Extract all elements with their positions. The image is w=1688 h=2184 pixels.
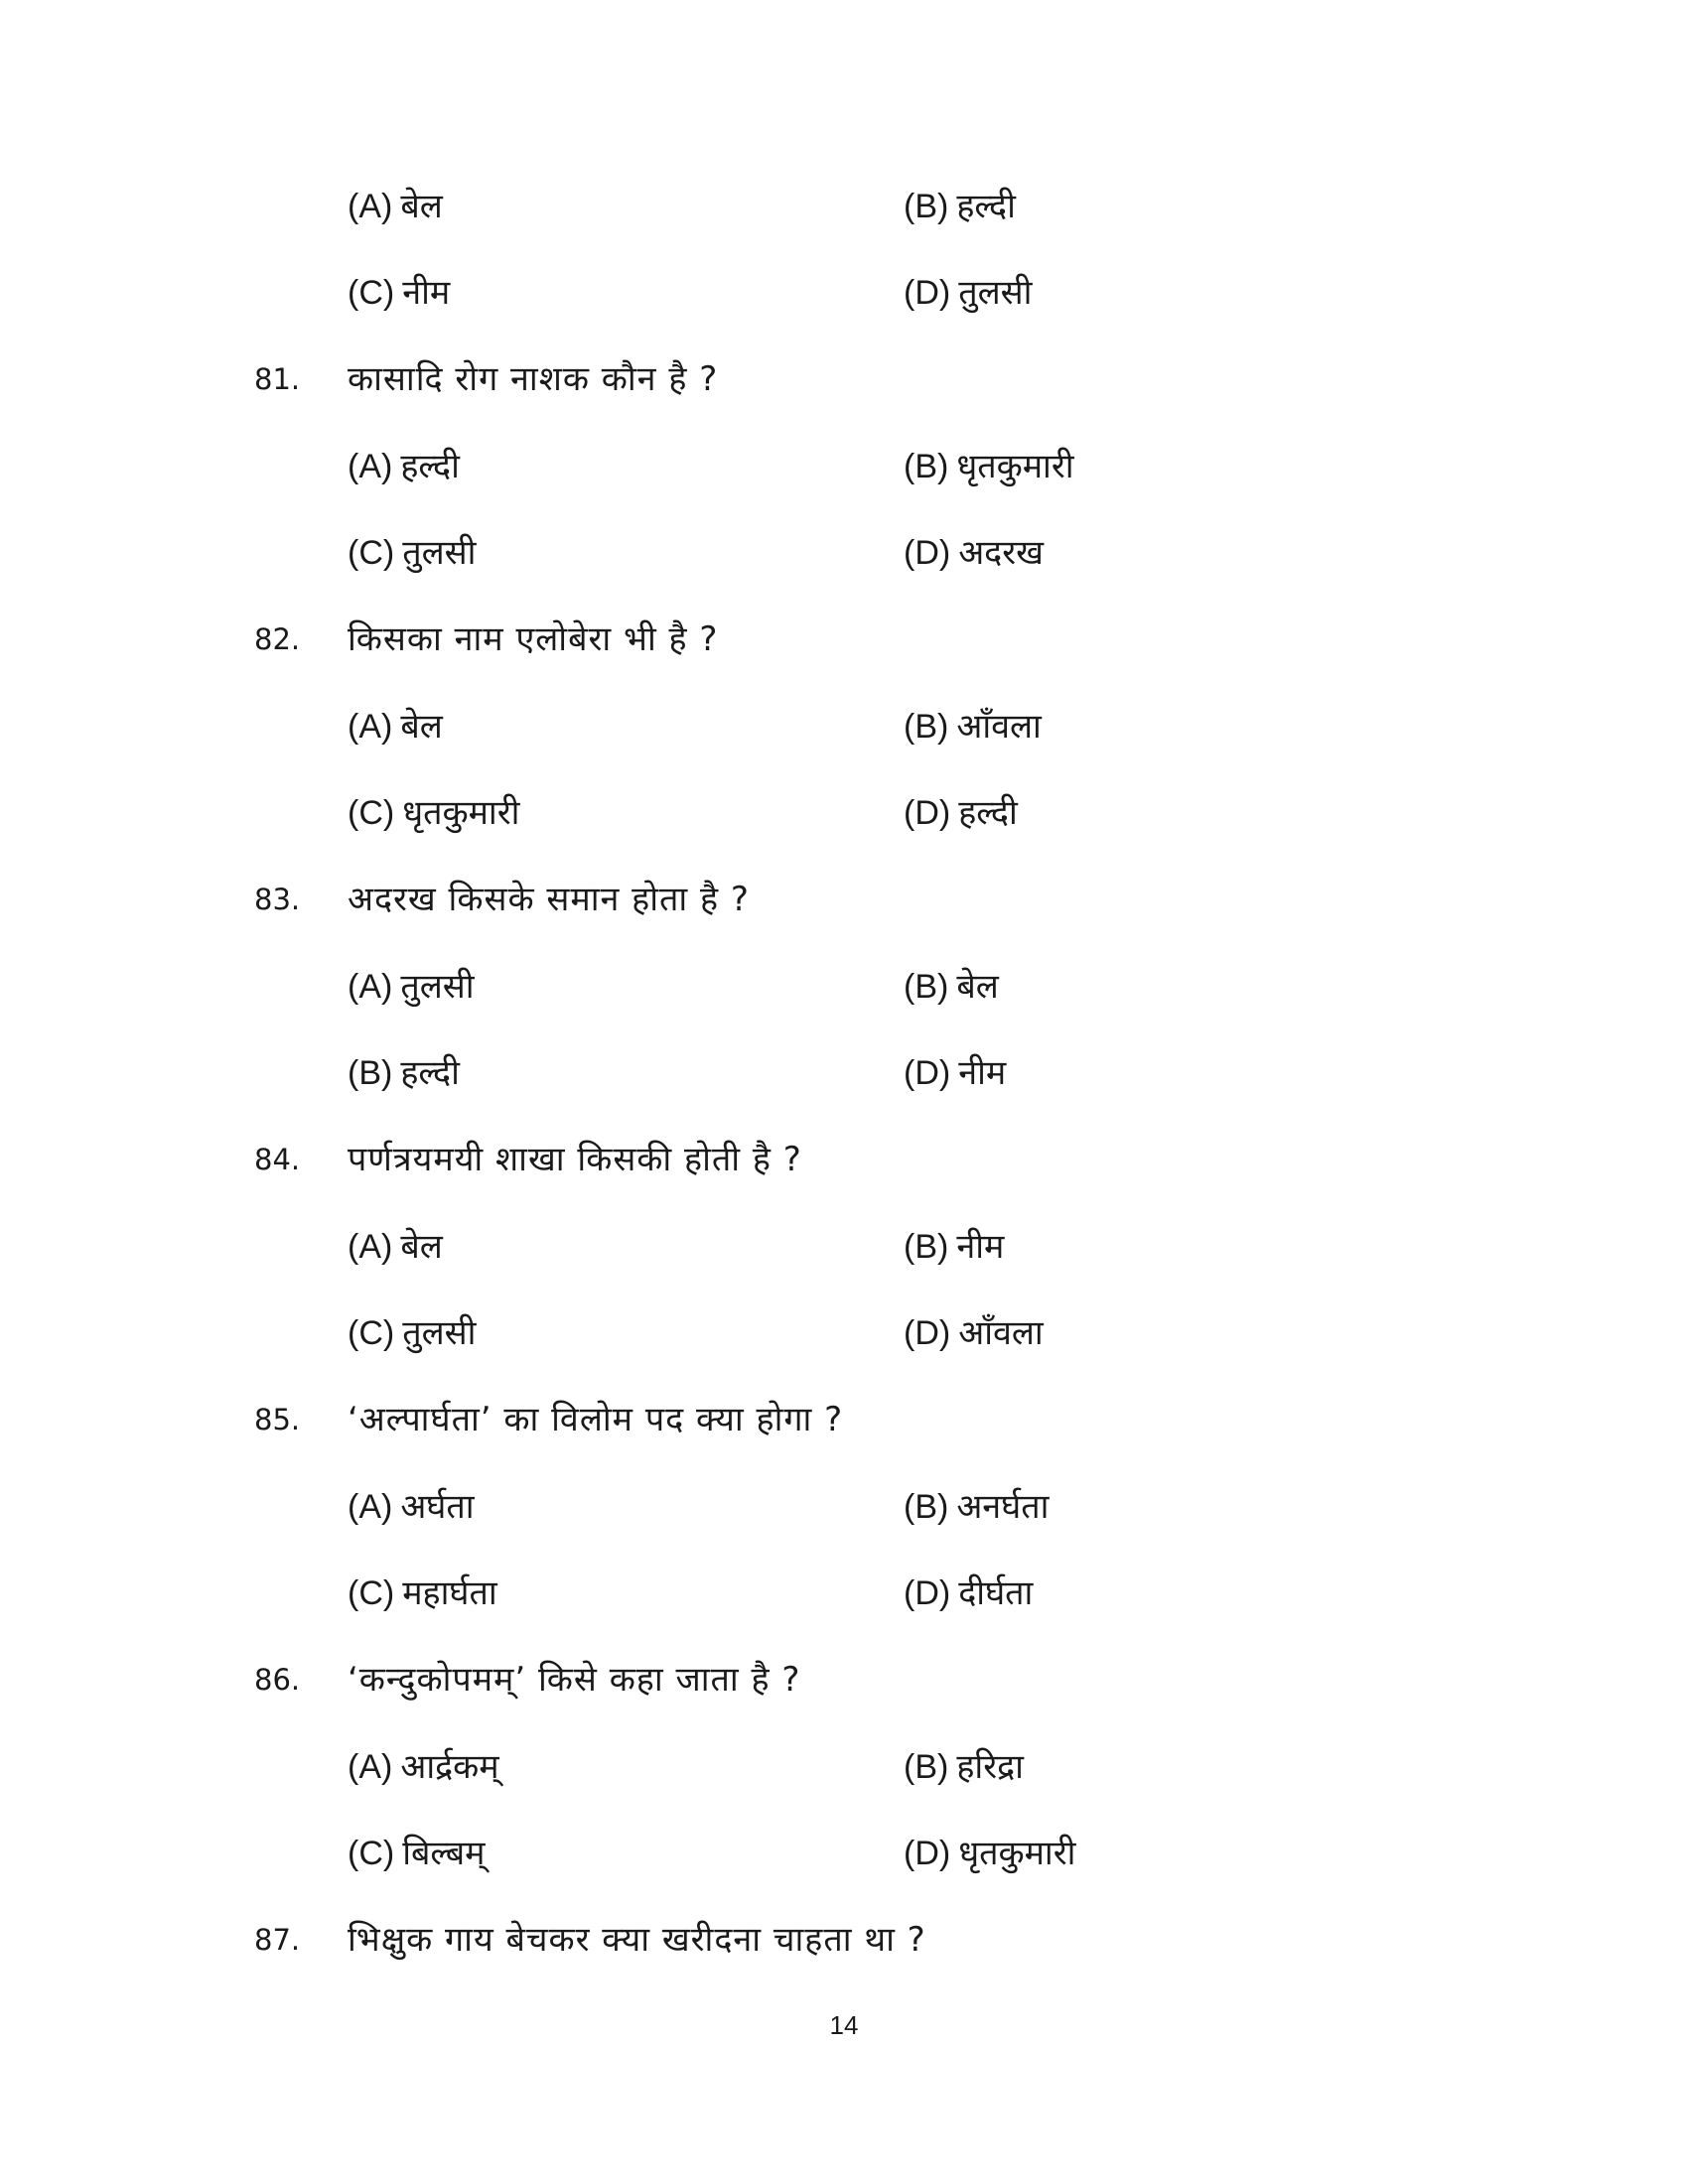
option-text: महार्घता bbox=[402, 1573, 497, 1613]
option-text: अनर्घता bbox=[956, 1487, 1050, 1527]
option-text: नीम bbox=[956, 1227, 1005, 1267]
question-number: 87. bbox=[254, 1923, 301, 1957]
option-letter: (B) bbox=[904, 968, 949, 1006]
option-item bbox=[348, 1472, 475, 1542]
option-letter: (D) bbox=[904, 274, 951, 312]
option-item bbox=[904, 1038, 1006, 1108]
option-row bbox=[0, 692, 1688, 761]
option-text: तुलसी bbox=[402, 1313, 477, 1353]
option-item bbox=[348, 1038, 460, 1108]
option-item bbox=[904, 952, 999, 1022]
question-text: पर्णत्रयमयी शाखा किसकी होती है ? bbox=[348, 1140, 802, 1179]
option-item bbox=[348, 692, 443, 761]
option-item bbox=[348, 1819, 486, 1888]
option-letter: (D) bbox=[904, 1835, 951, 1872]
option-row bbox=[0, 172, 1688, 241]
question-text: ‘अल्पार्घता’ का विलोम पद क्या होगा ? bbox=[348, 1400, 844, 1439]
option-text: हल्दी bbox=[956, 187, 1016, 226]
option-text: बेल bbox=[400, 707, 443, 747]
option-text: बिल्बम् bbox=[402, 1834, 486, 1873]
question-row bbox=[0, 865, 1688, 934]
option-item bbox=[904, 778, 1018, 848]
page-number: 14 bbox=[829, 2010, 859, 2040]
question-number: 85. bbox=[254, 1403, 301, 1436]
option-letter: (A) bbox=[348, 968, 393, 1006]
option-letter: (C) bbox=[348, 1574, 395, 1612]
option-item bbox=[348, 1212, 443, 1282]
option-item bbox=[348, 258, 450, 328]
option-row bbox=[0, 432, 1688, 501]
option-item bbox=[904, 692, 1042, 761]
option-text: हल्दी bbox=[958, 793, 1018, 833]
option-letter: (B) bbox=[904, 1748, 949, 1786]
option-item bbox=[348, 172, 443, 241]
option-letter: (A) bbox=[348, 1488, 393, 1526]
question-row bbox=[0, 344, 1688, 414]
option-row bbox=[0, 1819, 1688, 1888]
option-text: आर्द्रकम् bbox=[400, 1747, 499, 1787]
option-item bbox=[904, 1819, 1075, 1888]
option-item bbox=[904, 432, 1074, 501]
option-letter: (C) bbox=[348, 1314, 395, 1352]
option-item bbox=[348, 952, 475, 1022]
option-text: बेल bbox=[400, 1227, 443, 1267]
option-letter: (B) bbox=[904, 708, 949, 746]
option-text: बेल bbox=[400, 187, 443, 226]
option-text: हल्दी bbox=[400, 447, 460, 486]
option-letter: (C) bbox=[348, 1835, 395, 1872]
option-text: अदरख bbox=[958, 533, 1044, 573]
option-text: तुलसी bbox=[400, 967, 475, 1007]
option-letter: (B) bbox=[904, 1228, 949, 1266]
question-number: 83. bbox=[254, 883, 301, 916]
option-letter: (D) bbox=[904, 794, 951, 832]
option-letter: (C) bbox=[348, 794, 395, 832]
option-text: नीम bbox=[402, 273, 451, 313]
question-text: अदरख किसके समान होता है ? bbox=[348, 880, 750, 919]
option-row bbox=[0, 1298, 1688, 1368]
option-text: धृतकुमारी bbox=[956, 447, 1074, 486]
question-text: किसका नाम एलोबेरा भी है ? bbox=[348, 619, 719, 659]
option-letter: (D) bbox=[904, 1054, 951, 1092]
question-number: 86. bbox=[254, 1663, 301, 1697]
option-item bbox=[348, 1732, 499, 1802]
option-letter: (A) bbox=[348, 1228, 393, 1266]
question-row bbox=[0, 1645, 1688, 1714]
option-row bbox=[0, 1212, 1688, 1282]
option-letter: (A) bbox=[348, 1748, 393, 1786]
option-text: आँवला bbox=[956, 707, 1042, 747]
option-letter: (B) bbox=[904, 1488, 949, 1526]
option-item bbox=[904, 1472, 1049, 1542]
option-letter: (A) bbox=[348, 188, 393, 225]
option-letter: (D) bbox=[904, 1314, 951, 1352]
option-text: हरिद्रा bbox=[956, 1747, 1024, 1787]
option-text: नीम bbox=[958, 1053, 1007, 1093]
option-letter: (A) bbox=[348, 708, 393, 746]
question-number: 84. bbox=[254, 1143, 301, 1176]
question-text: भिक्षुक गाय बेचकर क्या खरीदना चाहता था ? bbox=[348, 1920, 926, 1960]
option-row bbox=[0, 518, 1688, 588]
option-row bbox=[0, 258, 1688, 328]
question-row bbox=[0, 605, 1688, 674]
option-letter: (D) bbox=[904, 534, 951, 572]
option-row bbox=[0, 778, 1688, 848]
option-text: तुलसी bbox=[958, 273, 1033, 313]
option-text: तुलसी bbox=[402, 533, 477, 573]
question-row bbox=[0, 1385, 1688, 1454]
option-item bbox=[348, 1298, 476, 1368]
option-text: बेल bbox=[956, 967, 999, 1007]
option-row bbox=[0, 1038, 1688, 1108]
option-row bbox=[0, 952, 1688, 1022]
question-row bbox=[0, 1125, 1688, 1194]
option-item bbox=[904, 1298, 1044, 1368]
option-letter: (C) bbox=[348, 534, 395, 572]
option-text: अर्घता bbox=[400, 1487, 475, 1527]
option-row bbox=[0, 1559, 1688, 1628]
option-letter: (D) bbox=[904, 1574, 951, 1612]
option-item bbox=[904, 1559, 1033, 1628]
option-letter: (C) bbox=[348, 274, 395, 312]
option-item bbox=[348, 518, 476, 588]
option-text: दीर्घता bbox=[958, 1573, 1034, 1613]
option-item bbox=[904, 172, 1016, 241]
question-number: 81. bbox=[254, 362, 301, 396]
option-row bbox=[0, 1472, 1688, 1542]
option-text: आँवला bbox=[958, 1313, 1044, 1353]
option-row bbox=[0, 1732, 1688, 1802]
option-item bbox=[904, 258, 1032, 328]
option-letter: (B) bbox=[348, 1054, 393, 1092]
option-item bbox=[904, 1732, 1024, 1802]
option-text: हल्दी bbox=[400, 1053, 460, 1093]
question-text: कासादि रोग नाशक कौन है ? bbox=[348, 359, 719, 399]
option-item bbox=[348, 778, 519, 848]
option-letter: (A) bbox=[348, 448, 393, 485]
option-letter: (B) bbox=[904, 448, 949, 485]
question-number: 82. bbox=[254, 622, 301, 656]
question-text: ‘कन्दुकोपमम्’ किसे कहा जाता है ? bbox=[348, 1660, 801, 1700]
option-item bbox=[904, 1212, 1004, 1282]
option-text: धृतकुमारी bbox=[958, 1834, 1076, 1873]
option-item bbox=[348, 432, 460, 501]
option-letter: (B) bbox=[904, 188, 949, 225]
option-item bbox=[348, 1559, 497, 1628]
option-text: धृतकुमारी bbox=[402, 793, 520, 833]
option-item bbox=[904, 518, 1044, 588]
question-row bbox=[0, 1905, 1688, 1975]
